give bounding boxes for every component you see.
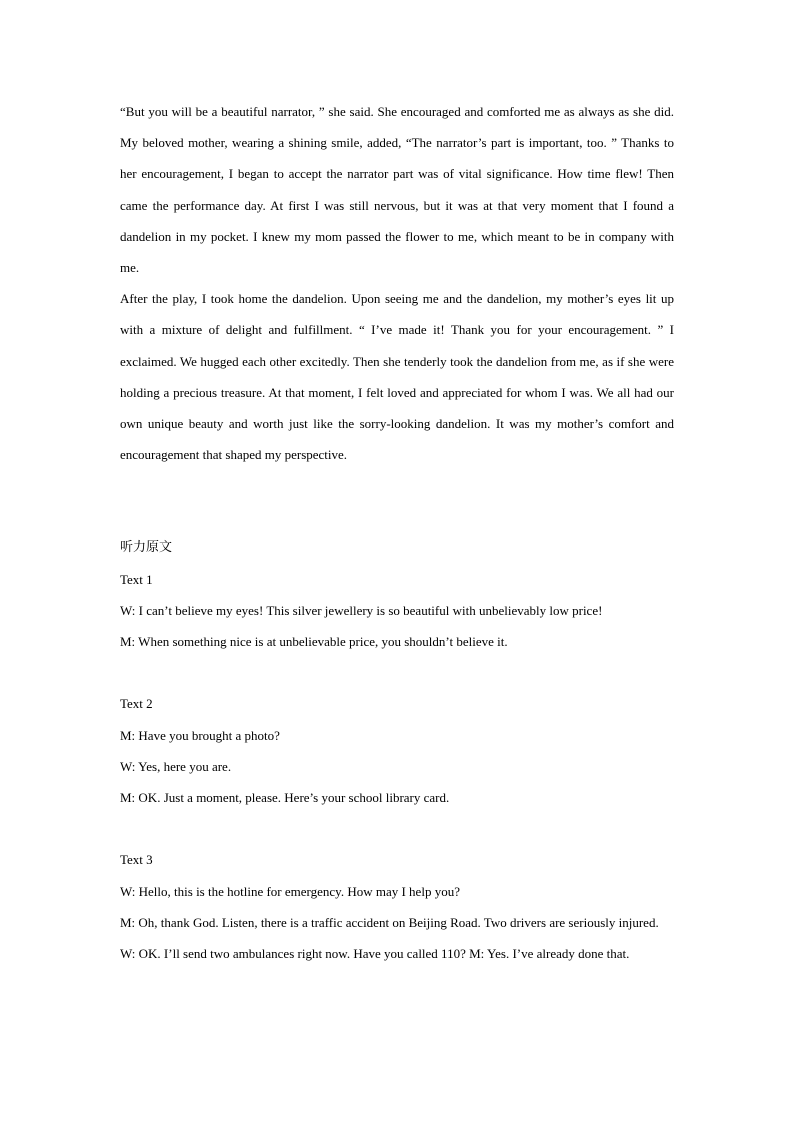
- listening-text-3: [120, 844, 674, 969]
- dialogue-line: W: Yes, here you are.: [120, 758, 232, 774]
- listening-text-1: [120, 564, 674, 658]
- listening-heading: 听力原文: [120, 540, 173, 556]
- blank-line: [120, 657, 674, 688]
- dialogue-line: W: Hello, this is the hotline for emergency. How may I help you?: [120, 883, 460, 899]
- dialogue-line: M: Have you brought a photo?: [120, 727, 280, 743]
- dialogue-line: M: OK. Just a moment, please. Here’s your school library card.: [120, 790, 450, 806]
- text-title: Text 2: [120, 696, 153, 712]
- dialogue-line: M: When something nice is at unbelievable price, you shouldn’t believe it.: [120, 634, 508, 650]
- dialogue-line: W: I can’t believe my eyes! This silver jewellery is so beautiful with unbelievably low price!: [120, 602, 603, 618]
- text-title: Text 1: [120, 571, 153, 587]
- story-paragraph-1: “But you will be a beautiful narrator, ” she said. She encouraged and comforted me as always as she did. My beloved mother, wearing a shining smile, added, “The narrator’s part is important, too. ” Thanks to her encouragement, I began to accept the narrator part was of vital significance. How time flew! Then came the performance day. At first I was still nervous, but it was at that very moment that I found a dandelion in my pocket. I knew my mom passed the flower to me, which meant to be in company with me.: [120, 104, 674, 276]
- story-paragraph-2: After the play, I took home the dandelion. Upon seeing me and the dandelion, my mother’s eyes lit up with a mixture of delight and fulfillment. “ I’ve made it! Thank you for your encouragement. ” I exclaimed. We hugged each other excitedly. Then she tenderly took the dandelion from me, as if she were holding a precious treasure. At that moment, I felt loved and appreciated for whom I was. We all had our own unique beauty and worth just like the sorry-looking dandelion. It was my mother’s comfort and encouragement that shaped my perspective.: [120, 291, 674, 463]
- dialogue-line: W: OK. I’ll send two ambulances right now. Have you called 110? M: Yes. I’ve already done that.: [120, 946, 630, 962]
- blank-line: [120, 813, 674, 844]
- listening-text-2: [120, 688, 674, 813]
- text-title: Text 3: [120, 852, 153, 868]
- dialogue-line: M: Oh, thank God. Listen, there is a traffic accident on Beijing Road. Two drivers are seriously injured.: [120, 914, 659, 930]
- section-spacer: [120, 470, 674, 532]
- document-page: [120, 96, 674, 969]
